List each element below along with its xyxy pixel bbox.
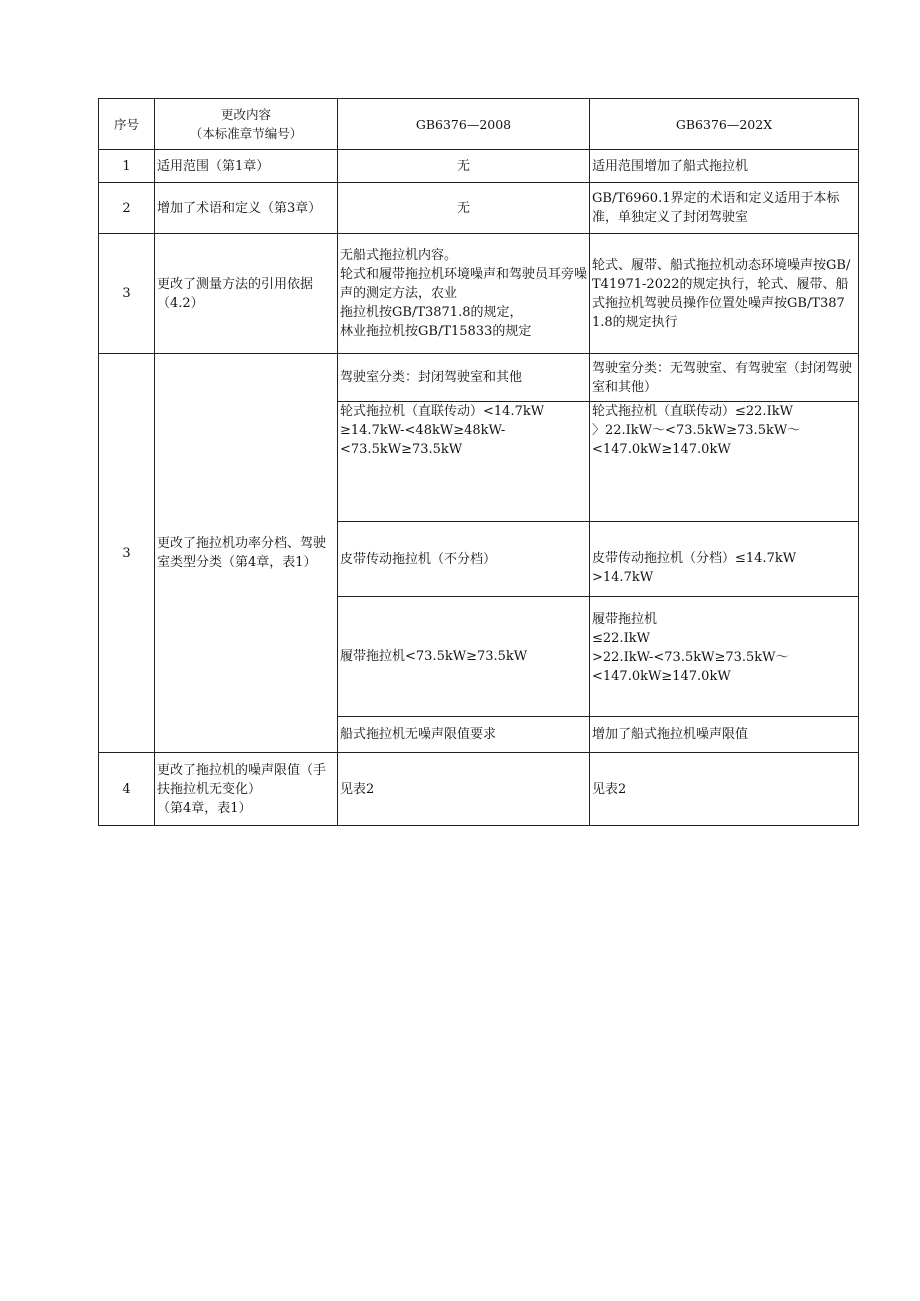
sub-row-new-boat: 增加了船式拖拉机噪声限值 — [590, 717, 859, 753]
row-new-value: GB/T6960.1界定的术语和定义适用于本标准，单独定义了封闭驾驶室 — [590, 183, 859, 234]
table-row — [99, 753, 859, 826]
row-old-value: 无 — [338, 150, 590, 183]
table-row — [99, 183, 859, 234]
header-change-content-line2: （本标准章节编号） — [189, 126, 303, 141]
table-row — [99, 150, 859, 183]
table-row — [99, 354, 859, 402]
row-change-item: 更改了拖拉机的噪声限值（手扶拖拉机无变化） （第4章，表1） — [155, 753, 338, 826]
header-serial: 序号 — [99, 99, 155, 150]
sub-row-old-cab-class: 驾驶室分类：封闭驾驶室和其他 — [338, 354, 590, 402]
row-change-item: 增加了术语和定义（第3章） — [155, 183, 338, 234]
sub-row-new-crawler: 履带拖拉机 ≤22.IkW >22.IkW-<73.5kW≥73.5kW～ <147.0kW≥147.0kW — [590, 597, 859, 717]
row-number: 3 — [99, 354, 155, 753]
sub-row-old-crawler: 履带拖拉机<73.5kW≥73.5kW — [338, 597, 590, 717]
sub-row-old-boat: 船式拖拉机无噪声限值要求 — [338, 717, 590, 753]
sub-row-old-belt: 皮带传动拖拉机（不分档） — [338, 522, 590, 597]
row-number: 1 — [99, 150, 155, 183]
table-header-row — [99, 99, 859, 150]
row-new-value: 见表2 — [590, 753, 859, 826]
sub-row-new-wheeled: 轮式拖拉机（直联传动）≤22.IkW 〉22.IkW～<73.5kW≥73.5kW～ <147.0kW≥147.0kW — [590, 402, 859, 522]
row-number: 2 — [99, 183, 155, 234]
sub-row-new-cab-class: 驾驶室分类：无驾驶室、有驾驶室（封闭驾驶室和其他） — [590, 354, 859, 402]
row-old-value: 无 — [338, 183, 590, 234]
row-change-item: 更改了拖拉机功率分档、驾驶室类型分类（第4章，表1） — [155, 354, 338, 753]
sub-row-new-belt: 皮带传动拖拉机（分档）≤14.7kW >14.7kW — [590, 522, 859, 597]
table-row — [99, 234, 859, 354]
header-change-content — [155, 99, 338, 150]
row-old-value: 无船式拖拉机内容。 轮式和履带拖拉机环境噪声和驾驶员耳旁噪声的测定方法，农业 拖拉机按GB/T3871.8的规定， 林业拖拉机按GB/T15833的规定 — [338, 234, 590, 354]
comparison-table — [98, 98, 859, 826]
row-new-value: 轮式、履带、船式拖拉机动态环境噪声按GB/T41971-2022的规定执行，轮式、履带、船式拖拉机驾驶员操作位置处噪声按GB/T3871.8的规定执行 — [590, 234, 859, 354]
header-change-content-line1: 更改内容 — [220, 107, 271, 122]
row-change-item: 更改了测量方法的引用依据（4.2） — [155, 234, 338, 354]
row-number: 3 — [99, 234, 155, 354]
sub-row-old-wheeled: 轮式拖拉机（直联传动）<14.7kW ≥14.7kW-<48kW≥48kW- <73.5kW≥73.5kW — [338, 402, 590, 522]
row-new-value: 适用范围增加了船式拖拉机 — [590, 150, 859, 183]
header-new-standard: GB6376—202X — [590, 99, 859, 150]
row-change-item: 适用范围（第1章） — [155, 150, 338, 183]
row-old-value: 见表2 — [338, 753, 590, 826]
row-number: 4 — [99, 753, 155, 826]
header-old-standard: GB6376—2008 — [338, 99, 590, 150]
